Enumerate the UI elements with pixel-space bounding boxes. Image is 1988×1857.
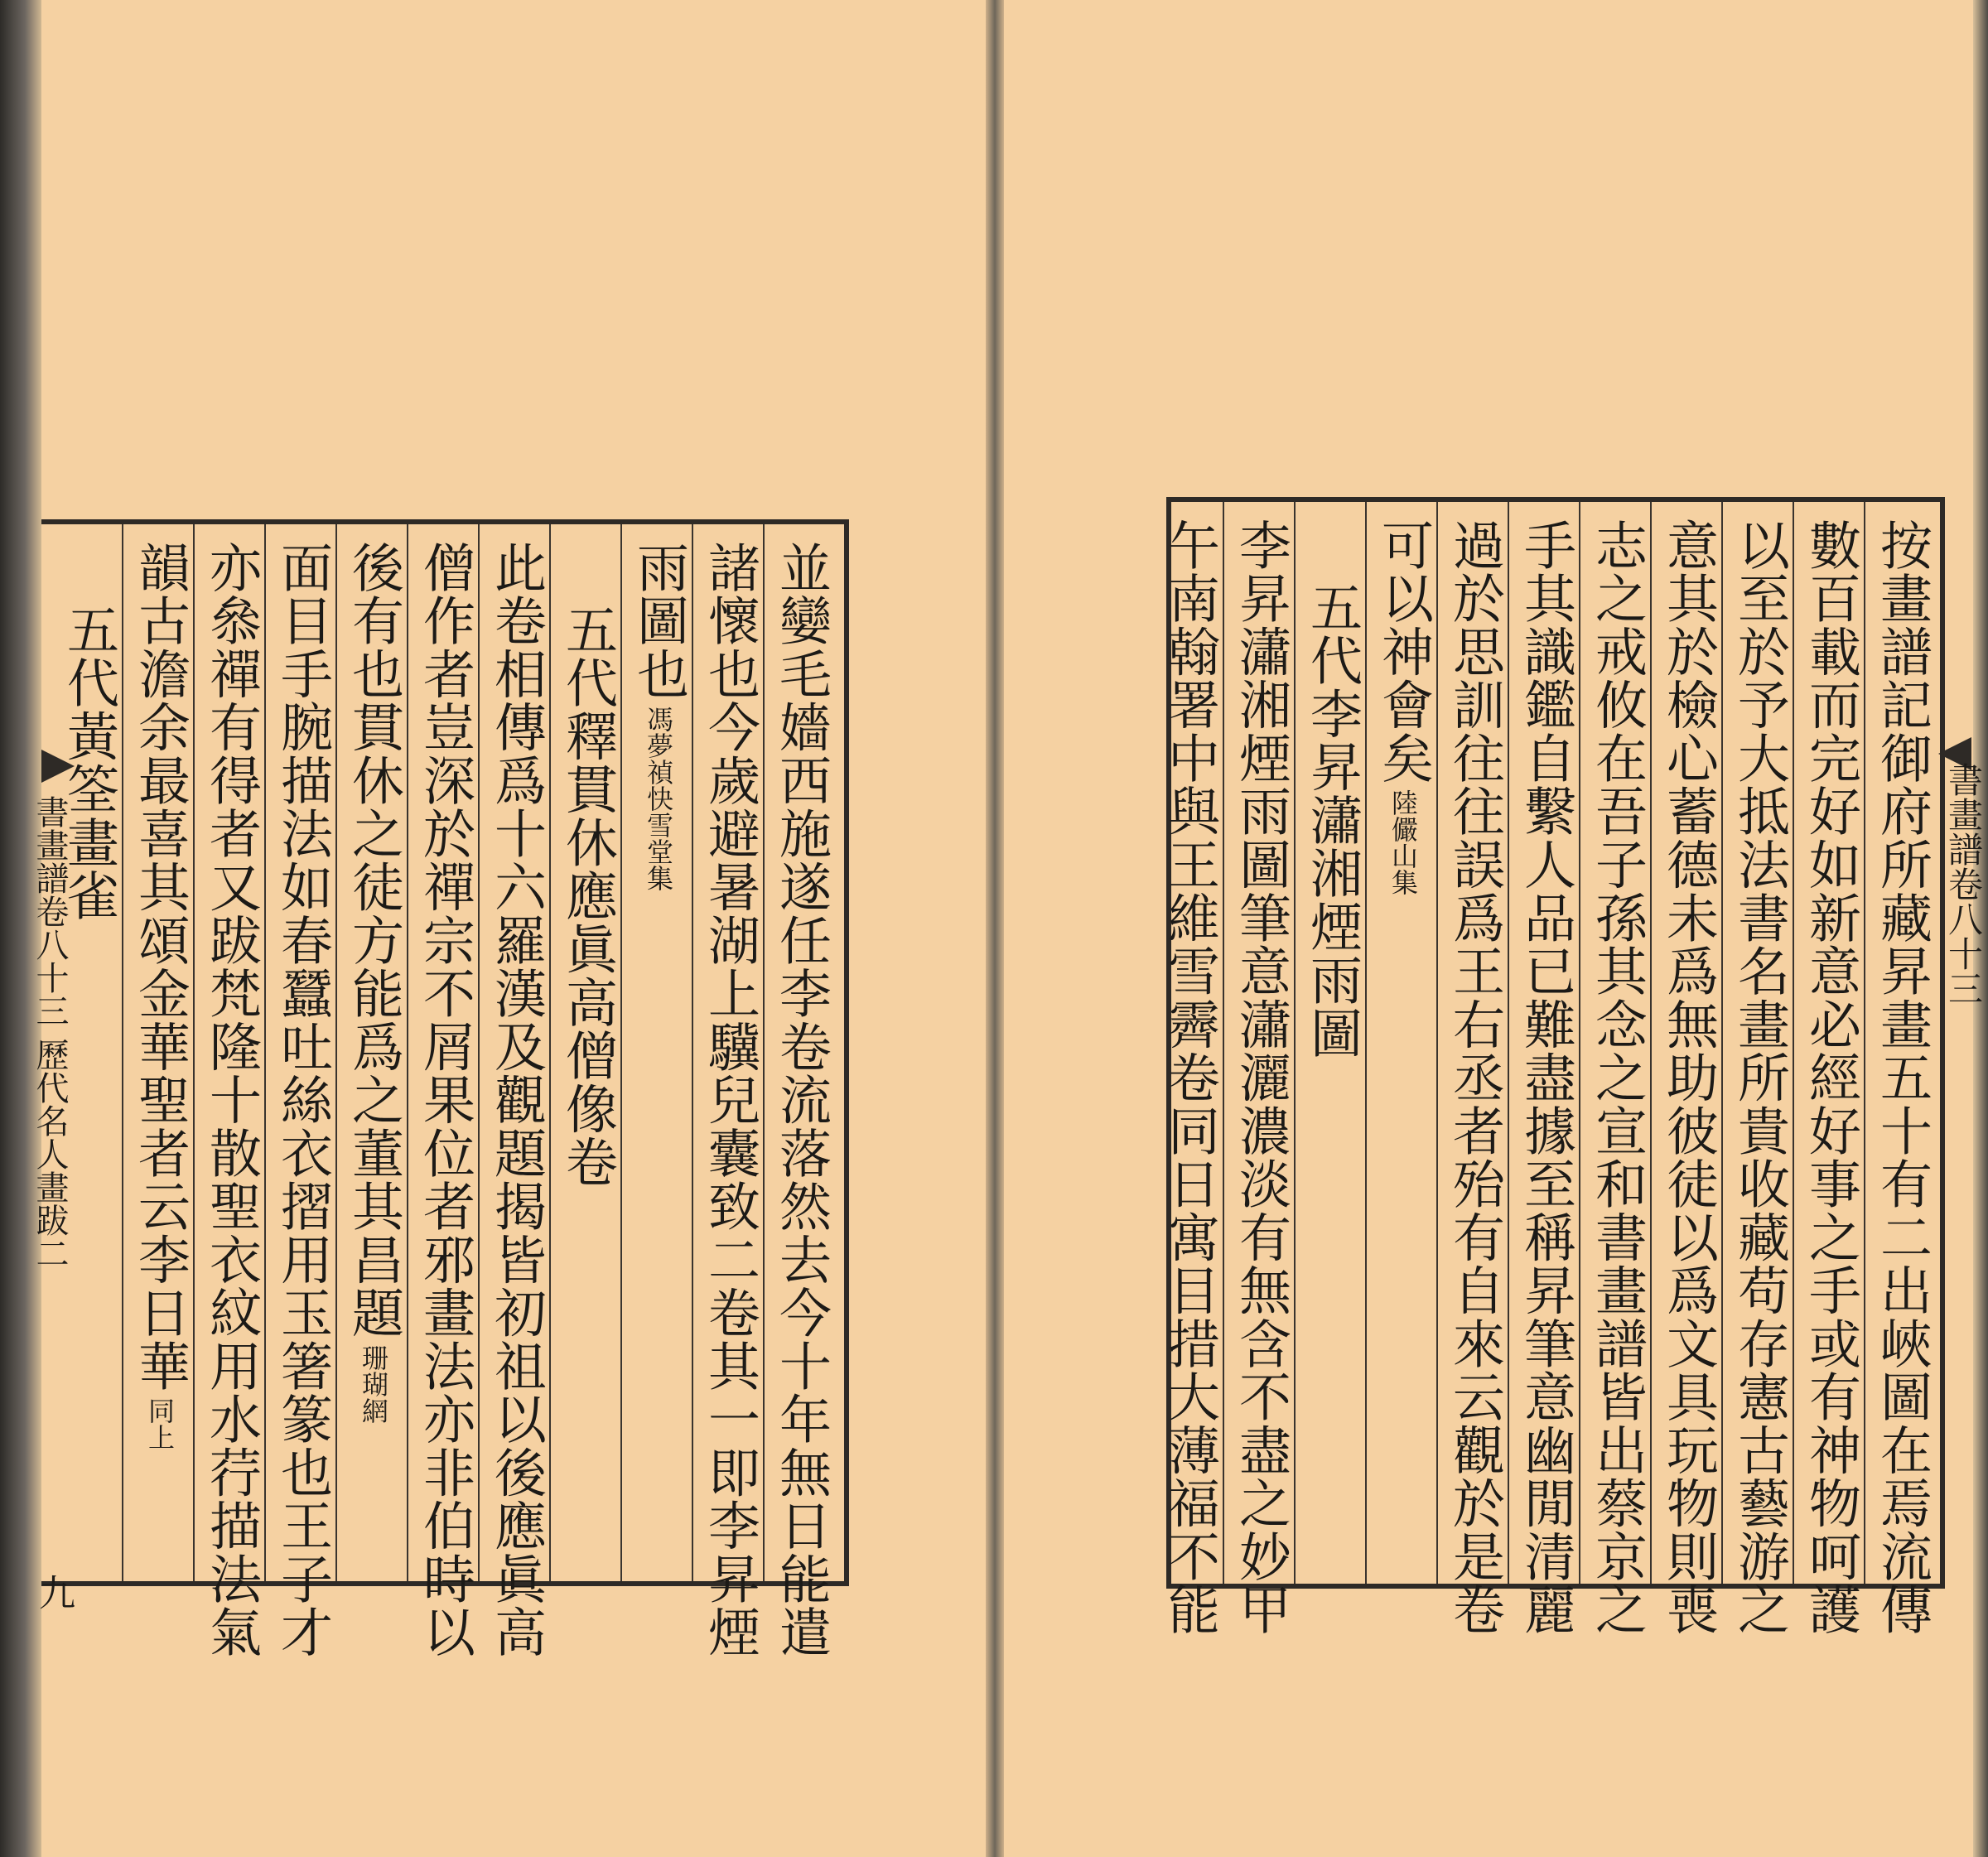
entry-heading: 五代釋貫休應眞高僧像卷: [557, 603, 618, 1189]
left-text-frame: [41, 519, 849, 1659]
text-column: 手其識鑑自繫人品已難盡據至稱昇筆意幽閒清麗: [1516, 519, 1576, 1637]
text-column: 面目手腕描法如春蠶吐絲衣摺用玉箸篆也王子才: [273, 541, 333, 1659]
text-column: 諸懷也今歲避暑湖上驥兒囊致二卷其一即李昇煙: [700, 541, 760, 1659]
column-rule: [763, 524, 765, 1581]
text-column: 以至於予大抵法書名畫所貴收藏苟存憲古藝游之: [1730, 519, 1790, 1637]
text-column: 韻古澹余最喜其頌金華聖者云李日華同上: [130, 541, 191, 1451]
column-rule: [264, 524, 266, 1581]
column-rule: [692, 524, 693, 1581]
fishtail-mark: [41, 750, 75, 783]
source-note: 馮夢禎快雪堂集: [643, 705, 674, 891]
column-rule: [1650, 502, 1652, 1584]
column-rule: [1365, 502, 1367, 1584]
column-rule: [1294, 502, 1296, 1584]
fold-margin-title: 書畫譜卷八十三 歷代名人畫跋二: [31, 795, 69, 1270]
column-rule: [122, 524, 123, 1581]
text-column: 雨圖也馮夢禎快雪堂集: [629, 541, 689, 891]
column-rule: [478, 524, 480, 1581]
text-column: 過於思訓往往誤爲王右丞者殆有自來云觀於是卷: [1445, 519, 1505, 1637]
text-column: 此卷相傳爲十六羅漢及觀題揭皆初祖以後應眞高: [486, 541, 547, 1659]
text-column: 亦叅禪有得者又跋梵隆十散聖衣紋用水荇描法氣: [201, 541, 262, 1659]
column-rule: [335, 524, 337, 1581]
text-column: 李昇瀟湘煙雨圖筆意瀟灑濃淡有無含不盡之妙甲: [1231, 519, 1291, 1637]
text-column: 可以神會矣陸儼山集: [1373, 519, 1434, 896]
entry-heading: 五代李昇瀟湘煙雨圖: [1302, 581, 1363, 1060]
column-rule: [407, 524, 408, 1581]
text-column: 並孌毛嬙西施遂任李卷流落然去今十年無日能遣: [771, 541, 832, 1659]
column-rule: [1793, 502, 1794, 1584]
text-column: 午南翰署中與王維雪霽卷同日寓目措大薄福不能: [1160, 519, 1220, 1637]
book-spine: [986, 0, 1004, 1857]
text-column: 僧作者豈深於禪宗不屑果位者邪畫法亦非伯時以: [415, 541, 475, 1659]
text-column: 意其於檢心蓄德未爲無助彼徒以爲文具玩物則喪: [1658, 519, 1719, 1637]
source-note: 陸儼山集: [1387, 789, 1419, 896]
column-rule: [1579, 502, 1580, 1584]
entry-heading: 五代黃筌畫雀: [59, 603, 119, 923]
column-rule: [549, 524, 551, 1581]
column-rule: [1721, 502, 1723, 1584]
right-text-frame: [1160, 497, 1945, 1637]
column-rule: [1223, 502, 1224, 1584]
column-rule: [193, 524, 195, 1581]
column-rule: [620, 524, 622, 1581]
text-column: 志之戒攸在吾子孫其念之宣和書畫譜皆出蔡京之: [1587, 519, 1648, 1637]
source-note: 同上: [144, 1397, 176, 1451]
column-rule: [1508, 502, 1509, 1584]
source-note: 珊瑚網: [358, 1343, 389, 1424]
fold-margin-title: 書畫譜卷八十三: [1943, 762, 1984, 1006]
column-rule: [1436, 502, 1438, 1584]
page-number: 九: [32, 1574, 75, 1610]
text-column: 數百載而完好如新意必經好事之手或有神物呵護: [1801, 519, 1861, 1637]
text-column: 按畫譜記御府所藏昇畫五十有二出峽圖在焉流傳: [1872, 519, 1933, 1637]
text-column: 後有也貫休之徒方能爲之董其昌題珊瑚網: [344, 541, 404, 1424]
column-rule: [1864, 502, 1865, 1584]
